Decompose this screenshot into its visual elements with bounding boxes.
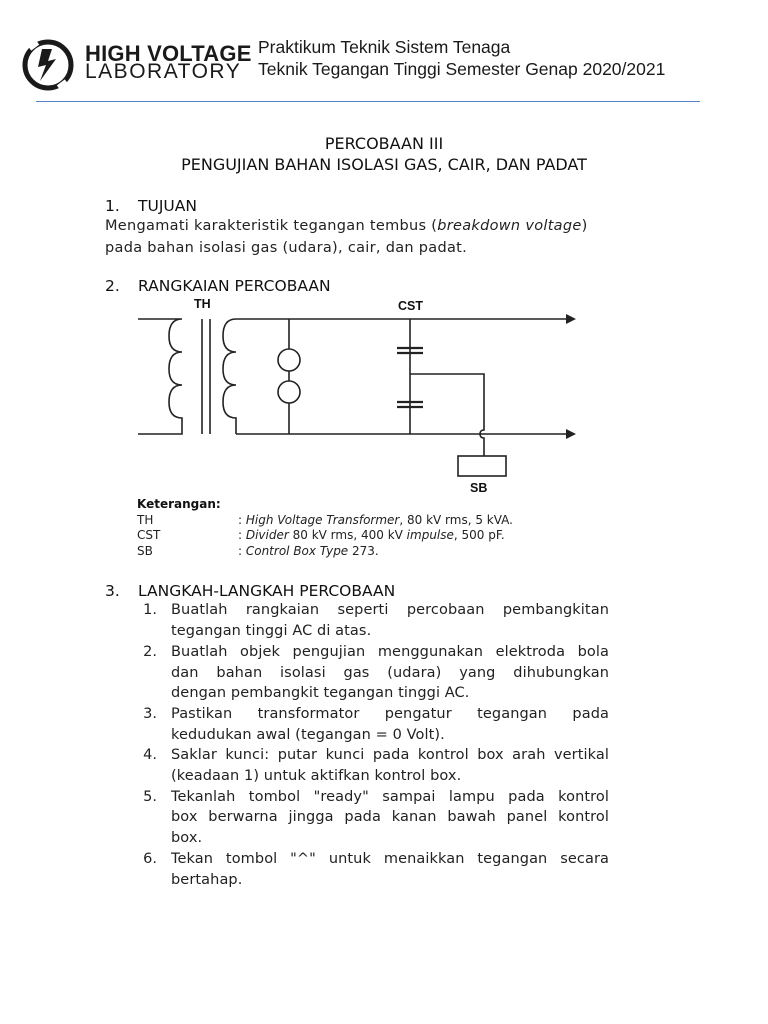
page-subtitle: PENGUJIAN BAHAN ISOLASI GAS, CAIR, DAN PADAT xyxy=(181,155,587,174)
legend-key-th: TH xyxy=(137,513,154,527)
section3-heading: LANGKAH-LANGKAH PERCOBAAN xyxy=(138,582,396,600)
course-subtitle: Teknik Tegangan Tinggi Semester Genap 2020/2021 xyxy=(258,59,666,79)
section3-number: 3. xyxy=(105,582,120,600)
legend-value-cst: : Divider 80 kV rms, 400 kV impulse, 500 pF. xyxy=(238,528,505,542)
sphere-electrode-bottom xyxy=(278,381,300,403)
step-number: 6. xyxy=(143,851,157,867)
legend-value-th: : High Voltage Transformer, 80 kV rms, 5 kVA. xyxy=(238,513,513,527)
lightning-bolt-icon xyxy=(20,37,76,93)
section1-text-line1: Mengamati karakteristik tegangan tembus (breakdown voltage) xyxy=(105,218,588,234)
control-box-sb xyxy=(458,456,506,476)
sphere-electrode-top xyxy=(278,349,300,371)
header-divider xyxy=(36,101,700,102)
label-th: TH xyxy=(194,297,211,311)
legend-heading: Keterangan: xyxy=(137,497,221,511)
ground-bus-arrow xyxy=(566,429,576,439)
step-line: Buatlah rangkaian seperti percobaan pembangkitan xyxy=(171,602,609,618)
legend-key-cst: CST xyxy=(137,528,161,542)
legend-key-sb: SB xyxy=(137,544,153,558)
step-line: box berwarna jingga pada kanan bawah panel kontrol xyxy=(171,809,609,825)
step-number: 3. xyxy=(143,706,157,722)
label-sb: SB xyxy=(470,481,488,495)
section1-text-line2: pada bahan isolasi gas (udara), cair, dan padat. xyxy=(105,240,468,256)
step-line: dengan pembangkit tegangan tinggi AC. xyxy=(171,685,470,701)
logo-line2: LABORATORY xyxy=(85,60,242,83)
measurement-lead xyxy=(410,374,484,456)
course-title: Praktikum Teknik Sistem Tenaga xyxy=(258,37,511,57)
step-line: dan bahan isolasi gas (udara) yang dihubungkan xyxy=(171,665,609,681)
secondary-winding xyxy=(223,319,236,434)
step-line: box. xyxy=(171,830,203,846)
step-line: Saklar kunci: putar kunci pada kontrol box arah vertikal xyxy=(171,747,609,763)
section2-number: 2. xyxy=(105,277,120,295)
step-line: kedudukan awal (tegangan = 0 Volt). xyxy=(171,727,445,743)
step-line: (keadaan 1) untuk aktifkan kontrol box. xyxy=(171,768,462,784)
step-number: 4. xyxy=(143,747,157,763)
step-number: 5. xyxy=(143,789,157,805)
logo-line1: HIGH VOLTAGE xyxy=(85,41,252,66)
section1-number: 1. xyxy=(105,197,120,215)
primary-winding xyxy=(138,319,182,434)
hv-bus-arrow xyxy=(566,314,576,324)
step-line: Tekan tombol "^" untuk menaikkan tegangan secara xyxy=(171,851,609,867)
section2-heading: RANGKAIAN PERCOBAAN xyxy=(138,277,331,295)
section1-heading: TUJUAN xyxy=(138,197,197,215)
step-line: Buatlah objek pengujian menggunakan elektroda bola xyxy=(171,644,609,660)
label-cst: CST xyxy=(398,299,423,313)
step-line: Pastikan transformator pengatur tegangan pada xyxy=(171,706,609,722)
legend-value-sb: : Control Box Type 273. xyxy=(238,544,379,558)
step-line: Tekanlah tombol "ready" sampai lampu pada kontrol xyxy=(171,789,609,805)
step-line: tegangan tinggi AC di atas. xyxy=(171,623,372,639)
step-number: 1. xyxy=(143,602,157,618)
page-title: PERCOBAAN III xyxy=(324,134,444,153)
circuit-diagram xyxy=(134,296,584,496)
step-line: bertahap. xyxy=(171,872,243,888)
step-number: 2. xyxy=(143,644,157,660)
